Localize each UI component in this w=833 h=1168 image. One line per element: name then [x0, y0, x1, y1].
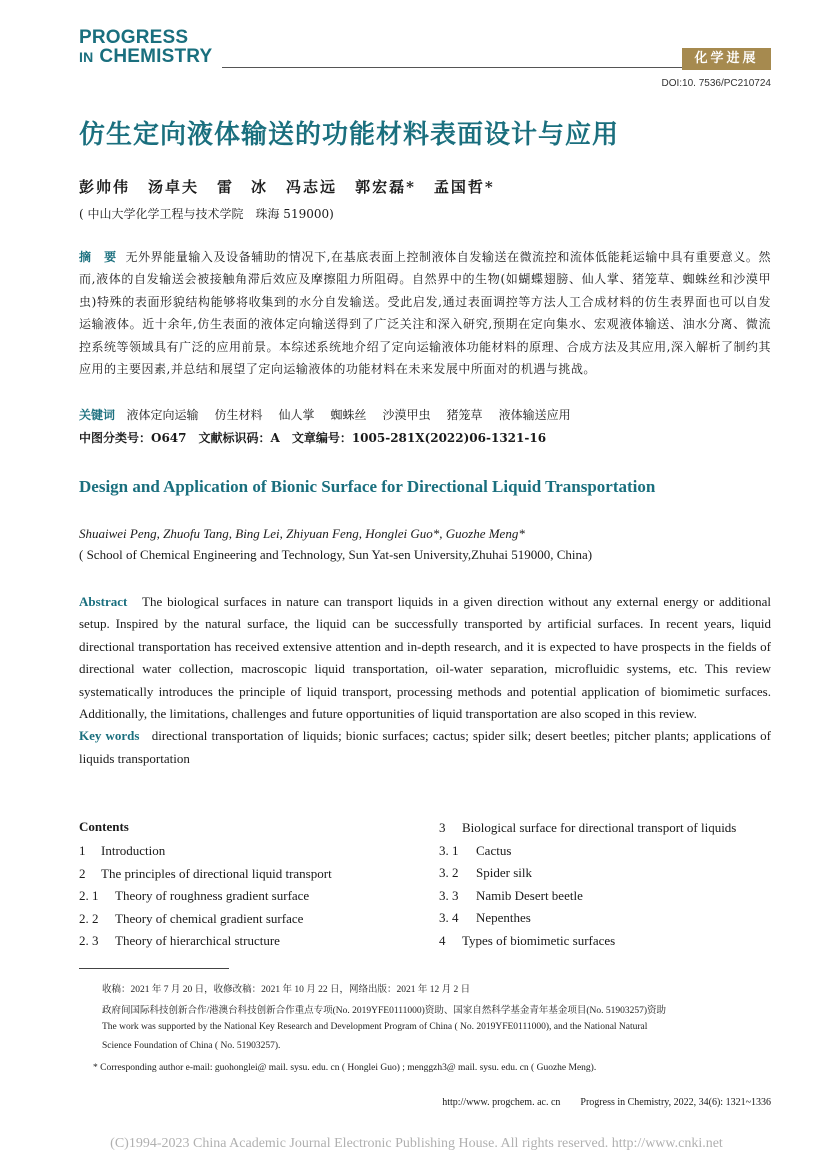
footnote-corresponding: * Corresponding author e-mail: guohonglei@ mail. sysu. edu. cn ( Honglei Guo) ; menggzh3@ mail. sysu. edu. cn ( Guozhe Meng). — [93, 1063, 597, 1073]
toc-item[interactable] — [79, 840, 332, 863]
toc-title: The principles of directional liquid transport — [101, 865, 332, 881]
toc-item[interactable] — [439, 817, 736, 840]
affiliation-en: ( School of Chemical Engineering and Technology, Sun Yat-sen University,Zhuhai 519000, China) — [79, 547, 593, 562]
affiliation-cn: ( 中山大学化学工程与技术学院 珠海 519000) — [79, 207, 334, 221]
title-en: Design and Application of Bionic Surface for Directional Liquid Transportation — [79, 477, 656, 496]
toc-title: Cactus — [476, 842, 512, 858]
toc-title: Types of biomimetic surfaces — [462, 932, 616, 948]
toc-num: 3. 1 — [439, 842, 459, 858]
abstract-en-label: Abstract — [79, 594, 128, 609]
journal-line2: CHEMISTRY — [99, 46, 213, 67]
keyword-cn: 液体定向运输 — [126, 408, 199, 422]
toc-num: 3. 4 — [439, 910, 459, 926]
toc-title: Theory of roughness gradient surface — [115, 888, 310, 904]
toc-num: 2. 3 — [79, 933, 99, 949]
keyword-cn: 蜘蛛丝 — [330, 408, 367, 422]
toc-num: 2. 2 — [79, 910, 99, 926]
toc-item[interactable] — [439, 862, 736, 885]
journal-logo — [79, 28, 212, 67]
author-cn: 郭宏磊* — [355, 178, 416, 196]
abstract-en — [79, 591, 771, 770]
footnote-funding-en: The work was supported by the National Key Research and Development Program of China ( No. 2019YFE0111000), and the National Natural — [102, 1022, 648, 1032]
title-cn: 仿生定向液体输送的功能材料表面设计与应用 — [79, 120, 620, 150]
toc-num: 2. 1 — [79, 888, 99, 904]
toc-num: 2 — [79, 865, 86, 881]
keywords-cn-label: 关键词 — [79, 408, 116, 422]
abstract-cn-label: 摘 要 — [79, 250, 117, 264]
footer-url[interactable]: http://www. progchem. ac. cn — [442, 1097, 561, 1108]
header-rule — [222, 67, 682, 68]
footnote-rule — [79, 968, 229, 969]
classification-line: 中图分类号：O647 文献标识码：A 文章编号：1005-281X(2022)06-1321-16 — [79, 431, 547, 445]
abstract-cn — [79, 246, 771, 380]
journal-line1: PROGRESS — [79, 27, 189, 48]
abstract-cn-text: 无外界能量输入及设备辅助的情况下,在基底表面上控制液体自发输送在微流控和流体低能耗运输中具有重要意义。然而,液体的自发输送会被接触角滞后效应及摩擦阻力所阻碍。自然界中的生物(如蝴蝶翅膀、仙人掌、猪笼草、蜘蛛丝和沙漠甲虫)特殊的表面形貌结构能够将收集到的水分自发输送。受此启发,通过表面调控等方法人工合成材料的仿生表界面也可以自发运输液体。近十余年,仿生表面的液体定向输送得到了广泛关注和深入研究,预期在定向集水、宏观液体输送、油水分离、微流控系统等领域具有广泛的应用前景。本综述系统地介绍了定向运输液体功能材料的原理、合成方法及其应用,深入解析了制约其应用的主要因素,并总结和展望了定向运输液体的功能材料在未来发展中所面对的机遇与挑战。 — [79, 250, 771, 377]
toc-num: 3. 2 — [439, 865, 459, 881]
authors-en: Shuaiwei Peng, Zhuofu Tang, Bing Lei, Zhiyuan Feng, Honglei Guo*, Guozhe Meng* — [79, 526, 525, 541]
contents-right — [439, 817, 736, 953]
keyword-cn: 液体输送应用 — [498, 408, 571, 422]
keyword-cn: 沙漠甲虫 — [382, 408, 431, 422]
keywords-en-text: directional transportation of liquids; bionic surfaces; cactus; spider silk; desert beetles; pitcher plants; applications of liquids transportation — [79, 728, 771, 766]
abstract-en-text: The biological surfaces in nature can transport liquids in a given direction without any external energy or additional setup. Inspired by the natural surface, the liquid can be successfully transported by artificial surfaces. In recent years, liquid directional transportation has received extensive attention and in-depth research, and it is expected to have prospects in the fields of directional water collection, macroscopic liquid transportation, oil-water separation, microfluidic systems, etc. This review systematically introduces the principle of liquid transport, processing methods and potential application of biomimetic surfaces. Additionally, the limitations, challenges and future opportunities of liquid transportation are also scoped in this review. — [79, 594, 772, 722]
toc-num: 1 — [79, 843, 86, 858]
toc-item[interactable] — [79, 885, 332, 908]
toc-title: Theory of hierarchical structure — [115, 933, 280, 949]
footnote-dates: 收稿：2021 年 7 月 20 日，收修改稿：2021 年 10 月 22 日，网络出版：2021 年 12 月 2 日 — [102, 985, 471, 995]
footnote-funding-en-cont: Science Foundation of China ( No. 51903257). — [102, 1041, 281, 1051]
contents-left — [79, 840, 332, 953]
toc-num: 4 — [439, 932, 446, 948]
footnote-funding-cn: 政府间国际科技创新合作/港澳台科技创新合作重点专项(No. 2019YFE0111000)资助、国家自然科学基金青年基金项目(No. 51903257)资助 — [102, 1006, 667, 1016]
toc-title: Namib Desert beetle — [476, 887, 583, 903]
journal-in: IN — [79, 49, 94, 65]
keyword-cn: 仙人掌 — [278, 408, 315, 422]
author-cn: 雷 冰 — [217, 178, 269, 196]
contents-heading: Contents — [79, 819, 129, 834]
toc-title: Theory of chemical gradient surface — [115, 910, 304, 926]
doi[interactable]: DOI:10. 7536/PC210724 — [661, 78, 771, 89]
toc-title: Nepenthes — [476, 910, 531, 926]
author-cn: 彭帅伟 — [79, 178, 131, 196]
toc-title: Spider silk — [476, 865, 532, 881]
toc-num: 3 — [439, 820, 446, 835]
footer-citation: Progress in Chemistry, 2022, 34(6): 1321~1336 — [580, 1097, 771, 1108]
toc-item[interactable] — [439, 885, 736, 908]
page-footer — [422, 1097, 771, 1108]
toc-item[interactable] — [79, 930, 332, 953]
keywords-en-label: Key words — [79, 728, 140, 744]
toc-item[interactable] — [439, 930, 736, 953]
toc-item[interactable] — [439, 840, 736, 863]
author-cn: 汤卓夫 — [148, 178, 200, 196]
keyword-cn: 猪笼草 — [446, 408, 483, 422]
toc-item[interactable] — [439, 907, 736, 930]
toc-title: Biological surface for directional transport of liquids — [462, 820, 737, 835]
keywords-cn — [79, 406, 771, 423]
journal-badge: 化学进展 — [682, 48, 771, 70]
author-cn: 孟国哲* — [433, 178, 495, 196]
author-cn: 冯志远 — [286, 178, 338, 196]
toc-num: 3. 3 — [439, 887, 459, 903]
toc-item[interactable] — [79, 863, 332, 886]
copyright-watermark: (C)1994-2023 China Academic Journal Electronic Publishing House. All rights reserved. http://www.cnki.net — [110, 1136, 723, 1151]
keyword-cn: 仿生材料 — [214, 408, 263, 422]
toc-item[interactable] — [79, 908, 332, 931]
toc-title: Introduction — [101, 843, 166, 858]
authors-cn — [79, 176, 513, 197]
